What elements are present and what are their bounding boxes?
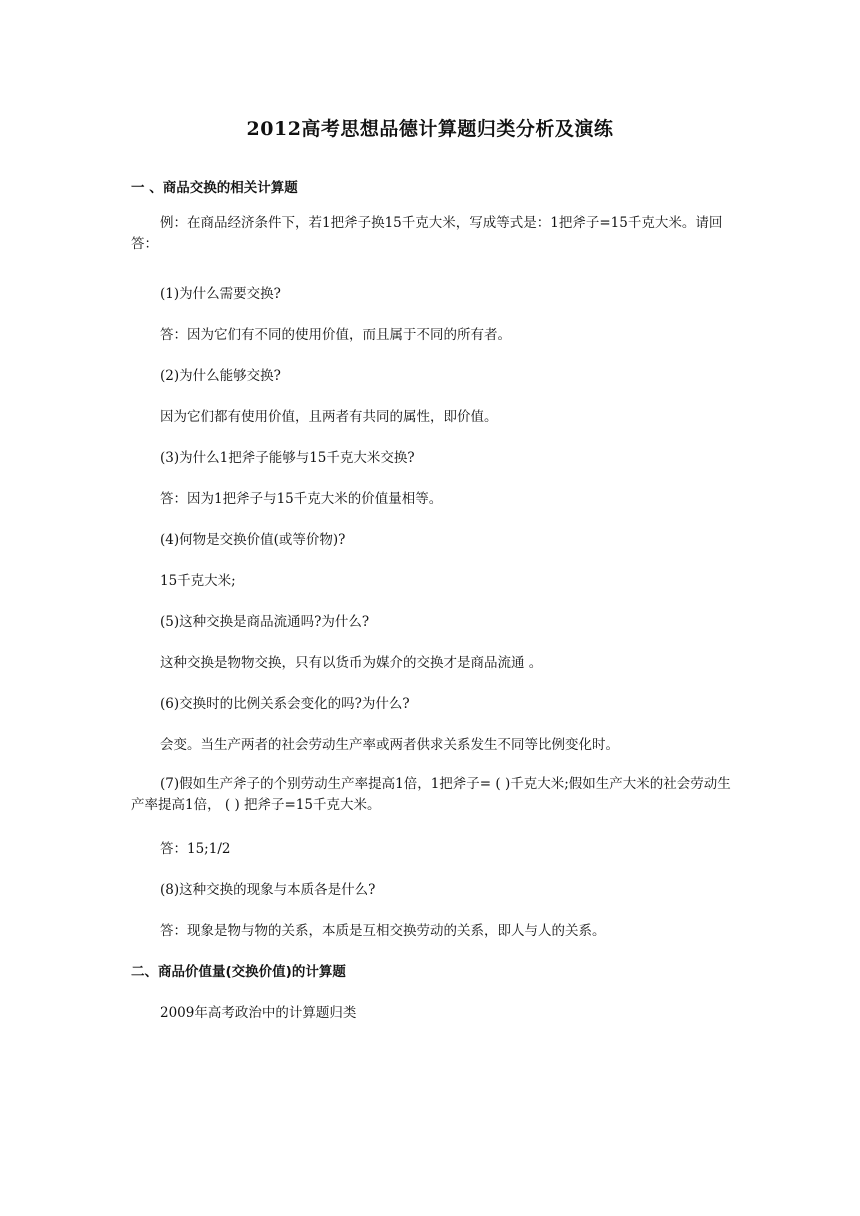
example-paragraph: 例：在商品经济条件下，若1把斧子换15千克大米，写成等式是：1把斧子=15千克大米。请回答： — [131, 215, 723, 252]
question-5: (5)这种交换是商品流通吗?为什么? — [160, 614, 370, 630]
answer-6: 会变。当生产两者的社会劳动生产率或两者供求关系发生不同等比例变化时。 — [160, 737, 619, 753]
answer-3: 答：因为1把斧子与15千克大米的价值量相等。 — [160, 491, 443, 507]
question-4: (4)何物是交换价值(或等价物)? — [160, 532, 346, 548]
question-2: (2)为什么能够交换? — [160, 368, 281, 384]
section-heading-1: 一 、商品交换的相关计算题 — [131, 180, 298, 196]
answer-7: 答：15;1/2 — [160, 841, 231, 857]
answer-5: 这种交换是物物交换，只有以货币为媒介的交换才是商品流通 。 — [160, 655, 543, 671]
answer-1: 答：因为它们有不同的使用价值，而且属于不同的所有者。 — [160, 327, 511, 343]
section-heading-2: 二、商品价值量(交换价值)的计算题 — [131, 964, 346, 980]
answer-2: 因为它们都有使用价值，且两者有共同的属性，即价值。 — [160, 409, 498, 425]
document-title: 2012高考思想品德计算题归类分析及演练 — [246, 118, 614, 140]
question-3: (3)为什么1把斧子能够与15千克大米交换? — [160, 450, 415, 466]
question-7: (7)假如生产斧子的个别劳动生产率提高1倍，1把斧子= ( )千克大米;假如生产大米的社会劳动生产率提高1倍， ( ) 把斧子=15千克大米。 — [131, 776, 731, 813]
answer-8: 答：现象是物与物的关系，本质是互相交换劳动的关系，即人与人的关系。 — [160, 923, 606, 939]
question-6: (6)交换时的比例关系会变化的吗?为什么? — [160, 696, 410, 712]
answer-4: 15千克大米; — [160, 573, 236, 589]
question-1: (1)为什么需要交换? — [160, 286, 281, 302]
question-8: (8)这种交换的现象与本质各是什么? — [160, 882, 376, 898]
section-2-line: 2009年高考政治中的计算题归类 — [160, 1005, 357, 1021]
